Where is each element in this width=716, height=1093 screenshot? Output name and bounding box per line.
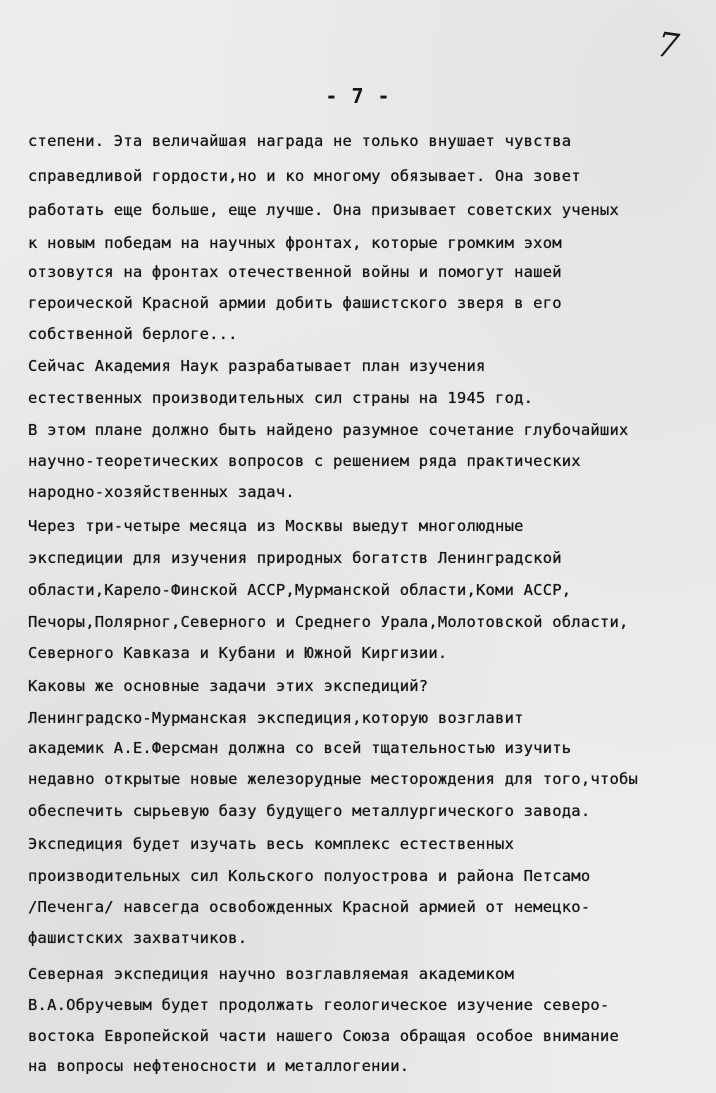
text-line: степени. Эта величайшая награда не только внушает чувства	[28, 132, 572, 150]
text-line: востока Европейской части нашего Союза обращая особое внимание	[28, 1027, 619, 1045]
text-line: Через три-четыре месяца из Москвы выедут многолюдные	[28, 517, 524, 535]
text-line: Ленинградско-Мурманская экспедиция,которую возглавит	[28, 709, 524, 727]
text-line: Каковы же основные задачи этих экспедиций?	[28, 677, 429, 695]
text-line: собственной берлоге...	[28, 325, 238, 343]
text-line: /Печенга/ навсегда освобожденных Красной армией от немецко-	[28, 898, 591, 916]
text-line: академик А.Е.Ферсман должна со всей тщательностью изучить	[28, 739, 572, 757]
text-line: Печоры,Полярног,Северного и Среднего Урала,Молотовской области,	[28, 613, 629, 631]
text-line: области,Карело-Финской АССР,Мурманской области,Коми АССР,	[28, 581, 572, 599]
text-line: к новым победам на научных фронтах, которые громким эхом	[28, 234, 562, 252]
text-line: героической Красной армии добить фашистского зверя в его	[28, 294, 562, 312]
text-line: недавно открытые новые железорудные месторождения для того,чтобы	[28, 770, 639, 788]
text-line: народно-хозяйственных задач.	[28, 483, 295, 501]
handwritten-page-number: 7	[654, 24, 682, 68]
text-line: Сейчас Академия Наук разрабатывает план изучения	[28, 357, 486, 375]
text-line: Северного Кавказа и Кубани и Южной Киргизии.	[28, 644, 448, 662]
page-number: - 7 -	[325, 84, 391, 108]
text-line: на вопросы нефтеносности и металлогении.	[28, 1057, 410, 1075]
text-line: работать еще больше, еще лучше. Она призывает советских ученых	[28, 201, 619, 219]
text-line: фашистских захватчиков.	[28, 929, 248, 947]
text-line: справедливой гордости,но и ко многому обязывает. Она зовет	[28, 167, 581, 185]
text-line: В.А.Обручевым будет продолжать геологическое изучение северо-	[28, 996, 610, 1014]
text-line: отзовутся на фронтах отечественной войны и помогут нашей	[28, 263, 562, 281]
text-line: научно-теоретических вопросов с решением ряда практических	[28, 452, 581, 470]
text-line: естественных производительных сил страны на 1945 год.	[28, 389, 534, 407]
text-line: экспедиции для изучения природных богатств Ленинградской	[28, 549, 562, 567]
text-line: производительных сил Кольского полуострова и района Петсамо	[28, 867, 591, 885]
text-line: Северная экспедиция научно возглавляемая академиком	[28, 965, 515, 983]
text-line: В этом плане должно быть найдено разумное сочетание глубочайших	[28, 421, 629, 439]
text-line: обеспечить сырьевую базу будущего металлургического завода.	[28, 802, 591, 820]
text-line: Экспедиция будет изучать весь комплекс естественных	[28, 835, 515, 853]
